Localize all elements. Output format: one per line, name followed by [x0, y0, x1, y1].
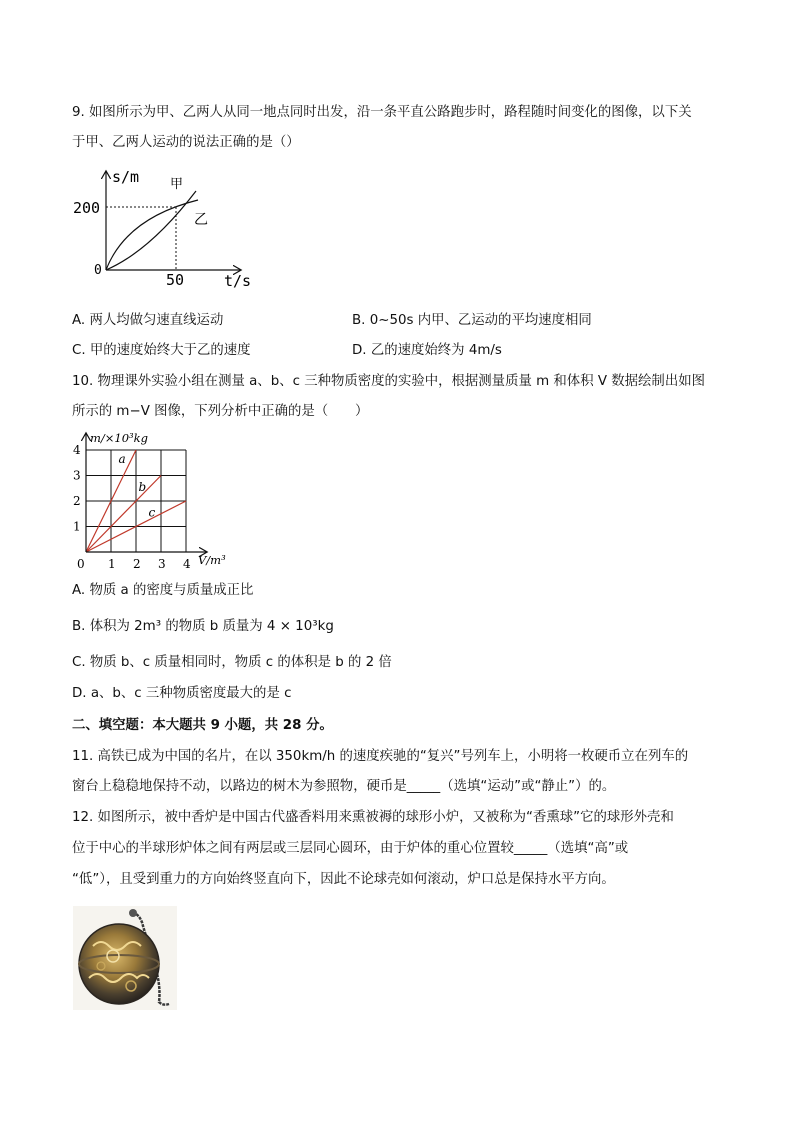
q10-y-tick-label: 2 — [73, 494, 81, 508]
q9-y-label: s/m — [112, 168, 140, 186]
q10-x-label: V/m³ — [198, 553, 226, 567]
q9-curve-jia — [106, 191, 196, 270]
q10-y-tick-label: 4 — [73, 443, 81, 457]
q10-series-label-c: c — [148, 505, 156, 520]
q10-option-a: A. 物质 a 的密度与质量成正比 — [72, 583, 254, 598]
q12-text-line1: 12. 如图所示，被中香炉是中国古代盛香料用来熏被褥的球形小炉，又被称为“香熏球”它的球形外壳和 — [72, 810, 674, 825]
q11-text-line2: 窗台上稳稳地保持不动，以路边的树木为参照物，硬币是_____（选填“运动”或“静止”）的。 — [72, 779, 616, 794]
q9-option-a: A. 两人均做匀速直线运动 — [72, 313, 224, 328]
q10-y-tick-label: 3 — [73, 468, 81, 483]
q10-y-tick-label: 1 — [73, 519, 81, 534]
q10-x-tick-label: 1 — [108, 557, 116, 571]
q10-mass-volume-chart — [72, 428, 272, 578]
q10-x-tick-label: 3 — [158, 557, 166, 571]
incense-burner-image — [73, 906, 177, 1010]
q9-curve-yi — [106, 200, 198, 270]
section2-title: 二、填空题：本大题共 9 小题，共 28 分。 — [72, 718, 333, 733]
q10-x-tick-label: 4 — [183, 557, 191, 571]
q9-curve-label-jia: 甲 — [170, 177, 184, 192]
q10-x-tick-label: 2 — [133, 557, 141, 571]
q9-origin: 0 — [94, 263, 102, 278]
q12-text-line2: 位于中心的半球形炉体之间有两层或三层同心圆环，由于炉体的重心位置较_____（选填“高”或 — [72, 841, 629, 856]
q10-option-c: C. 物质 b、c 质量相同时，物质 c 的体积是 b 的 2 倍 — [72, 655, 392, 670]
q10-series-label-b: b — [138, 479, 147, 494]
q9-option-d: D. 乙的速度始终为 4m/s — [352, 343, 502, 358]
q10-series-label-a: a — [118, 451, 126, 466]
q9-x-label: t/s — [224, 272, 252, 290]
q10-option-b: B. 体积为 2m³ 的物质 b 质量为 4 × 10³kg — [72, 619, 334, 634]
q10-option-d: D. a、b、c 三种物质密度最大的是 c — [72, 686, 292, 701]
q10-text-line1: 10. 物理课外实验小组在测量 a、b、c 三种物质密度的实验中，根据测量质量 m 和体积 V 数据绘制出如图 — [72, 374, 705, 389]
q10-x-tick-label: 0 — [77, 557, 85, 571]
q9-option-b: B. 0~50s 内甲、乙运动的平均速度相同 — [352, 313, 592, 328]
q9-curve-label-yi: 乙 — [194, 212, 208, 228]
q9-text-line1: 9. 如图所示为甲、乙两人从同一地点同时出发，沿一条平直公路跑步时，路程随时间变化的图像，以下关 — [72, 105, 692, 120]
q11-text-line1: 11. 高铁已成为中国的名片，在以 350km/h 的速度疾驰的“复兴”号列车上，小明将一枚硬币立在列车的 — [72, 749, 689, 764]
q9-text-line2: 于甲、乙两人运动的说法正确的是（） — [72, 135, 300, 150]
q9-option-c: C. 甲的速度始终大于乙的速度 — [72, 343, 251, 358]
q10-y-label: m/×10³kg — [90, 431, 148, 445]
q9-distance-time-graph — [70, 166, 270, 296]
q10-text-line2: 所示的 m−V 图像，下列分析中正确的是（ ） — [72, 404, 369, 419]
q9-y-mark: 200 — [73, 199, 101, 217]
q12-text-line3: “低”），且受到重力的方向始终竖直向下，因此不论球壳如何滚动，炉口总是保持水平方向。 — [72, 872, 615, 887]
q9-x-mark: 50 — [166, 271, 185, 289]
